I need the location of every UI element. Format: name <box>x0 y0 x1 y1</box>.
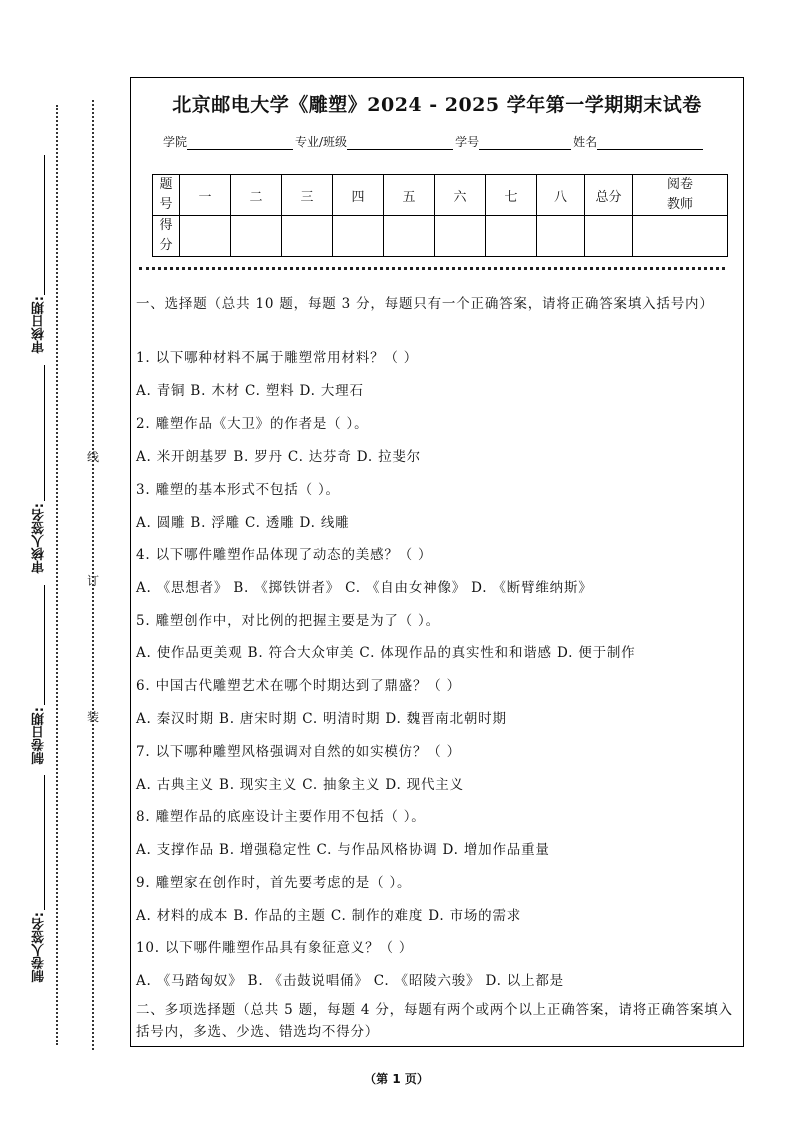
seal-char-zhuang: 装 <box>87 710 100 724</box>
question-8: 8. 雕塑作品的底座设计主要作用不包括（ ）。 <box>136 809 426 825</box>
audit-date-label: 审核日期: <box>32 296 47 354</box>
score-table-score-row <box>153 216 728 257</box>
section-1-heading: 一、选择题（总共 10 题，每题 3 分，每题只有一个正确答案，请将正确答案填入括号内） <box>136 296 714 312</box>
col-4: 四 <box>333 175 384 216</box>
student-id-field[interactable] <box>479 135 571 150</box>
student-id-label: 学号 <box>455 135 480 149</box>
options-1: A. 青铜 B. 木材 C. 塑料 D. 大理石 <box>136 383 364 399</box>
col-1: 一 <box>180 175 231 216</box>
score-cell-3[interactable] <box>282 216 333 257</box>
col-3: 三 <box>282 175 333 216</box>
question-9: 9. 雕塑家在创作时，首先要考虑的是（ ）。 <box>136 875 412 891</box>
score-table <box>152 174 728 257</box>
major-field[interactable] <box>347 135 453 150</box>
score-cell-8[interactable] <box>537 216 585 257</box>
score-cell-1[interactable] <box>180 216 231 257</box>
score-cell-total[interactable] <box>585 216 633 257</box>
question-2: 2. 雕塑作品《大卫》的作者是（ ）。 <box>136 416 369 432</box>
name-field[interactable] <box>597 135 703 150</box>
exam-frame <box>130 77 744 1047</box>
col-reviewer: 阅卷 教师 <box>633 175 728 216</box>
exam-title: 北京邮电大学《雕塑》2024 - 2025 学年第一学期期末试卷 <box>172 94 702 116</box>
student-info-row <box>163 133 705 150</box>
options-6: A. 秦汉时期 B. 唐宋时期 C. 明清时期 D. 魏晋南北朝时期 <box>136 711 507 727</box>
options-10: A. 《马踏匈奴》 B. 《击鼓说唱俑》 C. 《昭陵六骏》 D. 以上都是 <box>136 973 564 989</box>
question-5: 5. 雕塑创作中，对比例的把握主要是为了（ ）。 <box>136 613 440 629</box>
score-cell-5[interactable] <box>384 216 435 257</box>
options-8: A. 支撑作品 B. 增强稳定性 C. 与作品风格协调 D. 增加作品重量 <box>136 842 550 858</box>
seal-char-ding: 订 <box>87 574 100 588</box>
section-2-heading: 二、多项选择题（总共 5 题，每题 4 分，每题有两个或两个以上正确答案，请将正确答案填入括号内，多选、少选、错选均不得分） <box>136 1002 733 1040</box>
make-date-label: 制卷日期: <box>32 707 47 765</box>
score-cell-6[interactable] <box>435 216 486 257</box>
options-2: A. 米开朗基罗 B. 罗丹 C. 达芬奇 D. 拉斐尔 <box>136 449 421 465</box>
page-number: （第 1 页） <box>364 1072 429 1086</box>
seal-char-line: 线 <box>87 450 100 464</box>
col-total: 总分 <box>585 175 633 216</box>
col-5: 五 <box>384 175 435 216</box>
question-1: 1. 以下哪种材料不属于雕塑常用材料？（ ） <box>136 350 419 366</box>
col-6: 六 <box>435 175 486 216</box>
college-label: 学院 <box>163 135 188 149</box>
row-label-question: 题 号 <box>153 175 180 216</box>
row-label-score: 得 分 <box>153 216 180 257</box>
question-3: 3. 雕塑的基本形式不包括（ ）。 <box>136 482 340 498</box>
college-field[interactable] <box>187 135 293 150</box>
options-7: A. 古典主义 B. 现实主义 C. 抽象主义 D. 现代主义 <box>136 777 464 793</box>
major-label: 专业/班级 <box>295 135 348 149</box>
col-2: 二 <box>231 175 282 216</box>
options-9: A. 材料的成本 B. 作品的主题 C. 制作的难度 D. 市场的需求 <box>136 908 522 924</box>
question-7: 7. 以下哪种雕塑风格强调对自然的如实模仿？（ ） <box>136 744 461 760</box>
maker-sign-label: 制卷人签名: <box>32 912 47 983</box>
score-cell-4[interactable] <box>333 216 384 257</box>
dotted-separator <box>139 267 725 270</box>
options-5: A. 使作品更美观 B. 符合大众审美 C. 体现作品的真实性和和谐感 D. 便于制作 <box>136 645 636 661</box>
question-6: 6. 中国古代雕塑艺术在哪个时期达到了鼎盛？（ ） <box>136 678 461 694</box>
audit-date-line <box>44 155 45 295</box>
auditor-sign-label: 审核人签名: <box>32 503 47 574</box>
options-4: A. 《思想者》 B. 《掷铁饼者》 C. 《自由女神像》 D. 《断臂维纳斯》 <box>136 580 593 596</box>
make-date-line <box>44 585 45 705</box>
score-cell-7[interactable] <box>486 216 537 257</box>
options-3: A. 圆雕 B. 浮雕 C. 透雕 D. 线雕 <box>136 515 350 531</box>
seal-line-outer <box>56 105 58 1045</box>
score-table-header-row <box>153 175 728 216</box>
auditor-sign-line <box>44 365 45 501</box>
col-8: 八 <box>537 175 585 216</box>
question-4: 4. 以下哪件雕塑作品体现了动态的美感？（ ） <box>136 547 433 563</box>
name-label: 姓名 <box>573 135 598 149</box>
question-10: 10. 以下哪件雕塑作品具有象征意义？（ ） <box>136 940 414 956</box>
maker-sign-line <box>44 775 45 910</box>
score-cell-2[interactable] <box>231 216 282 257</box>
col-7: 七 <box>486 175 537 216</box>
score-cell-reviewer[interactable] <box>633 216 728 257</box>
